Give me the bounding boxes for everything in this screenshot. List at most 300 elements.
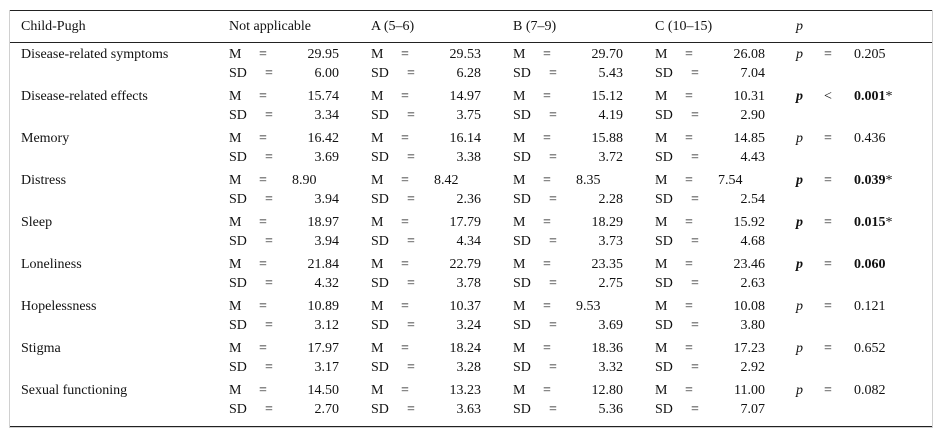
mean-label: M: [229, 257, 242, 272]
mean-value: 18.36: [591, 341, 623, 356]
mean-label: M: [229, 383, 242, 398]
cell-class-b: [513, 383, 623, 421]
cell-class-a: [371, 89, 481, 127]
p-symbol: p: [796, 173, 803, 188]
mean-value: 16.42: [307, 131, 339, 146]
cell-not-applicable: [229, 299, 339, 337]
mean-label: M: [513, 299, 526, 314]
mean-label: M: [513, 257, 526, 272]
equals-sign: =: [543, 47, 551, 62]
header-class-b: B (7–9): [513, 19, 557, 34]
equals-sign: =: [407, 276, 415, 291]
mean-label: M: [371, 257, 384, 272]
sd-value: 4.43: [740, 150, 765, 165]
sd-label: SD: [371, 276, 389, 291]
p-value: 0.015: [854, 215, 886, 230]
sd-label: SD: [229, 150, 247, 165]
sd-label: SD: [229, 318, 247, 333]
mean-value: 15.74: [307, 89, 339, 104]
header-p-value: p: [796, 19, 803, 34]
cell-not-applicable: [229, 257, 339, 295]
cell-class-b: [513, 173, 623, 211]
sd-label: SD: [229, 234, 247, 249]
mean-value: 9.53: [576, 299, 601, 314]
mean-label: M: [513, 383, 526, 398]
mean-label: M: [655, 257, 668, 272]
equals-sign: =: [407, 66, 415, 81]
equals-sign: =: [685, 257, 693, 272]
sd-value: 5.43: [598, 66, 623, 81]
sd-value: 3.38: [456, 150, 481, 165]
sd-value: 3.17: [314, 360, 339, 375]
mean-label: M: [371, 299, 384, 314]
sd-label: SD: [229, 360, 247, 375]
p-symbol: p: [796, 131, 803, 146]
cell-class-b: [513, 131, 623, 169]
equals-sign: =: [265, 66, 273, 81]
row-label: Sexual functioning: [21, 383, 128, 398]
cell-class-c: [655, 341, 765, 379]
mean-label: M: [655, 89, 668, 104]
sd-value: 3.72: [598, 150, 623, 165]
p-symbol: p: [796, 257, 803, 272]
sd-value: 3.69: [598, 318, 623, 333]
mean-label: M: [513, 341, 526, 356]
mean-label: M: [513, 173, 526, 188]
sd-value: 7.04: [740, 66, 765, 81]
sd-label: SD: [655, 150, 673, 165]
p-value: 0.039: [854, 173, 886, 188]
table-row: [0, 127, 943, 169]
equals-sign: =: [549, 360, 557, 375]
sd-value: 3.94: [314, 234, 339, 249]
equals-sign: =: [401, 215, 409, 230]
equals-sign: =: [259, 173, 267, 188]
equals-sign: =: [265, 234, 273, 249]
mean-label: M: [513, 89, 526, 104]
mean-value: 17.97: [307, 341, 339, 356]
mean-label: M: [655, 341, 668, 356]
cell-not-applicable: [229, 131, 339, 169]
table-row: [0, 337, 943, 379]
mean-value: 17.23: [733, 341, 765, 356]
sd-label: SD: [655, 66, 673, 81]
cell-not-applicable: [229, 89, 339, 127]
equals-sign: =: [407, 108, 415, 123]
p-symbol: p: [796, 47, 803, 62]
equals-sign: =: [691, 150, 699, 165]
sd-value: 4.32: [314, 276, 339, 291]
sd-label: SD: [513, 150, 531, 165]
sd-value: 2.70: [314, 402, 339, 417]
mean-label: M: [513, 47, 526, 62]
sd-label: SD: [371, 402, 389, 417]
sd-value: 4.34: [456, 234, 481, 249]
cell-class-c: [655, 89, 765, 127]
sd-value: 3.34: [314, 108, 339, 123]
p-operator: =: [824, 341, 832, 356]
significance-star: *: [885, 89, 893, 104]
mean-label: M: [371, 131, 384, 146]
cell-class-b: [513, 215, 623, 253]
mean-label: M: [513, 131, 526, 146]
equals-sign: =: [407, 402, 415, 417]
p-operator: <: [824, 89, 832, 104]
equals-sign: =: [549, 318, 557, 333]
equals-sign: =: [265, 108, 273, 123]
equals-sign: =: [407, 318, 415, 333]
p-operator: =: [824, 383, 832, 398]
cell-class-c: [655, 47, 765, 85]
equals-sign: =: [549, 66, 557, 81]
mean-label: M: [655, 131, 668, 146]
p-operator: =: [824, 215, 832, 230]
mean-label: M: [229, 341, 242, 356]
sd-label: SD: [371, 192, 389, 207]
sd-value: 3.63: [456, 402, 481, 417]
mean-value: 12.80: [591, 383, 623, 398]
sd-label: SD: [371, 150, 389, 165]
sd-label: SD: [229, 66, 247, 81]
equals-sign: =: [259, 257, 267, 272]
p-operator: =: [824, 173, 832, 188]
equals-sign: =: [259, 89, 267, 104]
header-class-a: A (5–6): [371, 19, 415, 34]
cell-not-applicable: [229, 215, 339, 253]
mean-label: M: [655, 215, 668, 230]
row-label: Memory: [21, 131, 70, 146]
row-label: Distress: [21, 173, 67, 188]
sd-label: SD: [371, 318, 389, 333]
sd-label: SD: [655, 192, 673, 207]
equals-sign: =: [401, 131, 409, 146]
sd-label: SD: [655, 234, 673, 249]
equals-sign: =: [549, 234, 557, 249]
equals-sign: =: [543, 257, 551, 272]
p-symbol: p: [796, 341, 803, 356]
equals-sign: =: [401, 383, 409, 398]
table-row: [0, 169, 943, 211]
header-not-applicable: Not applicable: [229, 19, 312, 34]
mean-value: 16.14: [449, 131, 481, 146]
equals-sign: =: [259, 215, 267, 230]
cell-not-applicable: [229, 383, 339, 421]
p-symbol: p: [796, 215, 803, 230]
mean-label: M: [229, 131, 242, 146]
mean-value: 18.29: [591, 215, 623, 230]
mean-value: 29.53: [449, 47, 481, 62]
cell-class-c: [655, 257, 765, 295]
equals-sign: =: [685, 47, 693, 62]
cell-not-applicable: [229, 173, 339, 211]
sd-value: 2.54: [740, 192, 765, 207]
mean-value: 23.35: [591, 257, 623, 272]
cell-class-a: [371, 257, 481, 295]
cell-class-a: [371, 47, 481, 85]
significance-star: *: [885, 173, 893, 188]
equals-sign: =: [259, 131, 267, 146]
row-label: Sleep: [21, 215, 53, 230]
mean-label: M: [513, 215, 526, 230]
mean-value: 10.89: [307, 299, 339, 314]
equals-sign: =: [265, 192, 273, 207]
p-operator: =: [824, 47, 832, 62]
equals-sign: =: [691, 108, 699, 123]
cell-class-c: [655, 299, 765, 337]
mean-value: 11.00: [734, 383, 765, 398]
equals-sign: =: [407, 192, 415, 207]
row-label: Disease-related effects: [21, 89, 148, 104]
sd-label: SD: [513, 66, 531, 81]
cell-class-a: [371, 215, 481, 253]
sd-label: SD: [655, 276, 673, 291]
table-row: [0, 85, 943, 127]
equals-sign: =: [549, 276, 557, 291]
equals-sign: =: [549, 402, 557, 417]
sd-label: SD: [229, 402, 247, 417]
equals-sign: =: [685, 131, 693, 146]
mean-value: 15.12: [591, 89, 623, 104]
equals-sign: =: [265, 318, 273, 333]
mean-label: M: [371, 89, 384, 104]
table-bottom-rule: [10, 426, 932, 427]
mean-label: M: [229, 89, 242, 104]
mean-value: 14.97: [449, 89, 481, 104]
sd-value: 6.28: [456, 66, 481, 81]
cell-class-c: [655, 131, 765, 169]
cell-class-b: [513, 47, 623, 85]
sd-label: SD: [513, 234, 531, 249]
equals-sign: =: [691, 234, 699, 249]
table-row: [0, 211, 943, 253]
sd-label: SD: [513, 360, 531, 375]
equals-sign: =: [259, 383, 267, 398]
sd-value: 2.36: [456, 192, 481, 207]
sd-value: 2.28: [598, 192, 623, 207]
equals-sign: =: [401, 257, 409, 272]
equals-sign: =: [265, 360, 273, 375]
sd-value: 2.63: [740, 276, 765, 291]
equals-sign: =: [691, 276, 699, 291]
mean-value: 15.88: [591, 131, 623, 146]
mean-value: 14.50: [307, 383, 339, 398]
equals-sign: =: [685, 89, 693, 104]
sd-label: SD: [513, 318, 531, 333]
mean-label: M: [655, 299, 668, 314]
sd-label: SD: [655, 108, 673, 123]
equals-sign: =: [265, 402, 273, 417]
sd-label: SD: [655, 318, 673, 333]
mean-label: M: [371, 341, 384, 356]
equals-sign: =: [543, 89, 551, 104]
mean-label: M: [229, 173, 242, 188]
mean-label: M: [655, 173, 668, 188]
header-class-c: C (10–15): [655, 19, 713, 34]
sd-value: 7.07: [740, 402, 765, 417]
equals-sign: =: [265, 276, 273, 291]
mean-value: 18.97: [307, 215, 339, 230]
equals-sign: =: [407, 234, 415, 249]
cell-class-c: [655, 173, 765, 211]
table-top-rule: [10, 10, 932, 11]
sd-value: 3.80: [740, 318, 765, 333]
equals-sign: =: [543, 299, 551, 314]
cell-class-c: [655, 383, 765, 421]
sd-label: SD: [229, 108, 247, 123]
equals-sign: =: [401, 299, 409, 314]
sd-value: 2.90: [740, 108, 765, 123]
equals-sign: =: [543, 131, 551, 146]
equals-sign: =: [259, 341, 267, 356]
mean-value: 8.90: [292, 173, 317, 188]
equals-sign: =: [685, 341, 693, 356]
header-child-pugh: Child-Pugh: [21, 19, 86, 34]
sd-label: SD: [371, 66, 389, 81]
cell-class-a: [371, 131, 481, 169]
row-label: Disease-related symptoms: [21, 47, 169, 62]
equals-sign: =: [691, 402, 699, 417]
mean-value: 23.46: [733, 257, 765, 272]
equals-sign: =: [543, 383, 551, 398]
sd-value: 3.75: [456, 108, 481, 123]
sd-label: SD: [229, 192, 247, 207]
sd-label: SD: [513, 192, 531, 207]
cell-not-applicable: [229, 341, 339, 379]
sd-value: 2.92: [740, 360, 765, 375]
row-label: Hopelessness: [21, 299, 97, 314]
p-value: 0.436: [854, 131, 886, 146]
mean-label: M: [371, 215, 384, 230]
table-row: [0, 253, 943, 295]
mean-value: 10.08: [733, 299, 765, 314]
equals-sign: =: [401, 89, 409, 104]
sd-value: 3.73: [598, 234, 623, 249]
equals-sign: =: [549, 108, 557, 123]
sd-value: 4.68: [740, 234, 765, 249]
equals-sign: =: [401, 173, 409, 188]
mean-value: 26.08: [733, 47, 765, 62]
mean-label: M: [371, 173, 384, 188]
p-value: 0.001: [854, 89, 886, 104]
mean-value: 14.85: [733, 131, 765, 146]
equals-sign: =: [691, 318, 699, 333]
equals-sign: =: [543, 173, 551, 188]
equals-sign: =: [549, 192, 557, 207]
sd-value: 6.00: [314, 66, 339, 81]
mean-value: 22.79: [449, 257, 481, 272]
cell-class-c: [655, 215, 765, 253]
sd-label: SD: [513, 108, 531, 123]
mean-value: 8.42: [434, 173, 459, 188]
cell-class-a: [371, 383, 481, 421]
equals-sign: =: [265, 150, 273, 165]
equals-sign: =: [691, 66, 699, 81]
mean-label: M: [371, 383, 384, 398]
mean-label: M: [371, 47, 384, 62]
sd-label: SD: [371, 108, 389, 123]
cell-class-b: [513, 341, 623, 379]
mean-label: M: [229, 215, 242, 230]
sd-label: SD: [229, 276, 247, 291]
equals-sign: =: [685, 215, 693, 230]
equals-sign: =: [259, 47, 267, 62]
equals-sign: =: [685, 173, 693, 188]
mean-value: 7.54: [718, 173, 743, 188]
table-row: [0, 295, 943, 337]
equals-sign: =: [543, 215, 551, 230]
cell-class-b: [513, 257, 623, 295]
p-symbol: p: [796, 383, 803, 398]
sd-value: 3.32: [598, 360, 623, 375]
p-value: 0.652: [854, 341, 886, 356]
p-symbol: p: [796, 299, 803, 314]
p-value: 0.082: [854, 383, 886, 398]
equals-sign: =: [401, 47, 409, 62]
p-operator: =: [824, 299, 832, 314]
sd-value: 3.28: [456, 360, 481, 375]
equals-sign: =: [401, 341, 409, 356]
sd-label: SD: [655, 402, 673, 417]
p-operator: =: [824, 257, 832, 272]
sd-label: SD: [371, 360, 389, 375]
p-operator: =: [824, 131, 832, 146]
row-label: Loneliness: [21, 257, 82, 272]
table-row: [0, 43, 943, 85]
mean-value: 29.95: [307, 47, 339, 62]
equals-sign: =: [259, 299, 267, 314]
sd-label: SD: [655, 360, 673, 375]
sd-label: SD: [513, 276, 531, 291]
table-row: [0, 379, 943, 421]
significance-star: *: [885, 215, 893, 230]
mean-value: 29.70: [591, 47, 623, 62]
sd-value: 3.12: [314, 318, 339, 333]
sd-value: 5.36: [598, 402, 623, 417]
mean-label: M: [229, 299, 242, 314]
sd-value: 3.24: [456, 318, 481, 333]
p-value: 0.060: [854, 257, 886, 272]
cell-class-a: [371, 173, 481, 211]
mean-label: M: [229, 47, 242, 62]
mean-value: 8.35: [576, 173, 601, 188]
sd-value: 4.19: [598, 108, 623, 123]
sd-value: 3.94: [314, 192, 339, 207]
equals-sign: =: [549, 150, 557, 165]
sd-label: SD: [513, 402, 531, 417]
sd-label: SD: [371, 234, 389, 249]
p-value: 0.121: [854, 299, 886, 314]
p-value: 0.205: [854, 47, 886, 62]
sd-value: 3.78: [456, 276, 481, 291]
cell-class-b: [513, 89, 623, 127]
mean-label: M: [655, 383, 668, 398]
p-symbol: p: [796, 89, 803, 104]
equals-sign: =: [691, 360, 699, 375]
row-label: Stigma: [21, 341, 61, 356]
mean-value: 10.31: [733, 89, 765, 104]
equals-sign: =: [407, 360, 415, 375]
mean-value: 15.92: [733, 215, 765, 230]
equals-sign: =: [543, 341, 551, 356]
mean-value: 21.84: [307, 257, 339, 272]
equals-sign: =: [407, 150, 415, 165]
cell-class-a: [371, 299, 481, 337]
cell-not-applicable: [229, 47, 339, 85]
mean-value: 13.23: [449, 383, 481, 398]
cell-class-b: [513, 299, 623, 337]
equals-sign: =: [685, 299, 693, 314]
sd-value: 2.75: [598, 276, 623, 291]
